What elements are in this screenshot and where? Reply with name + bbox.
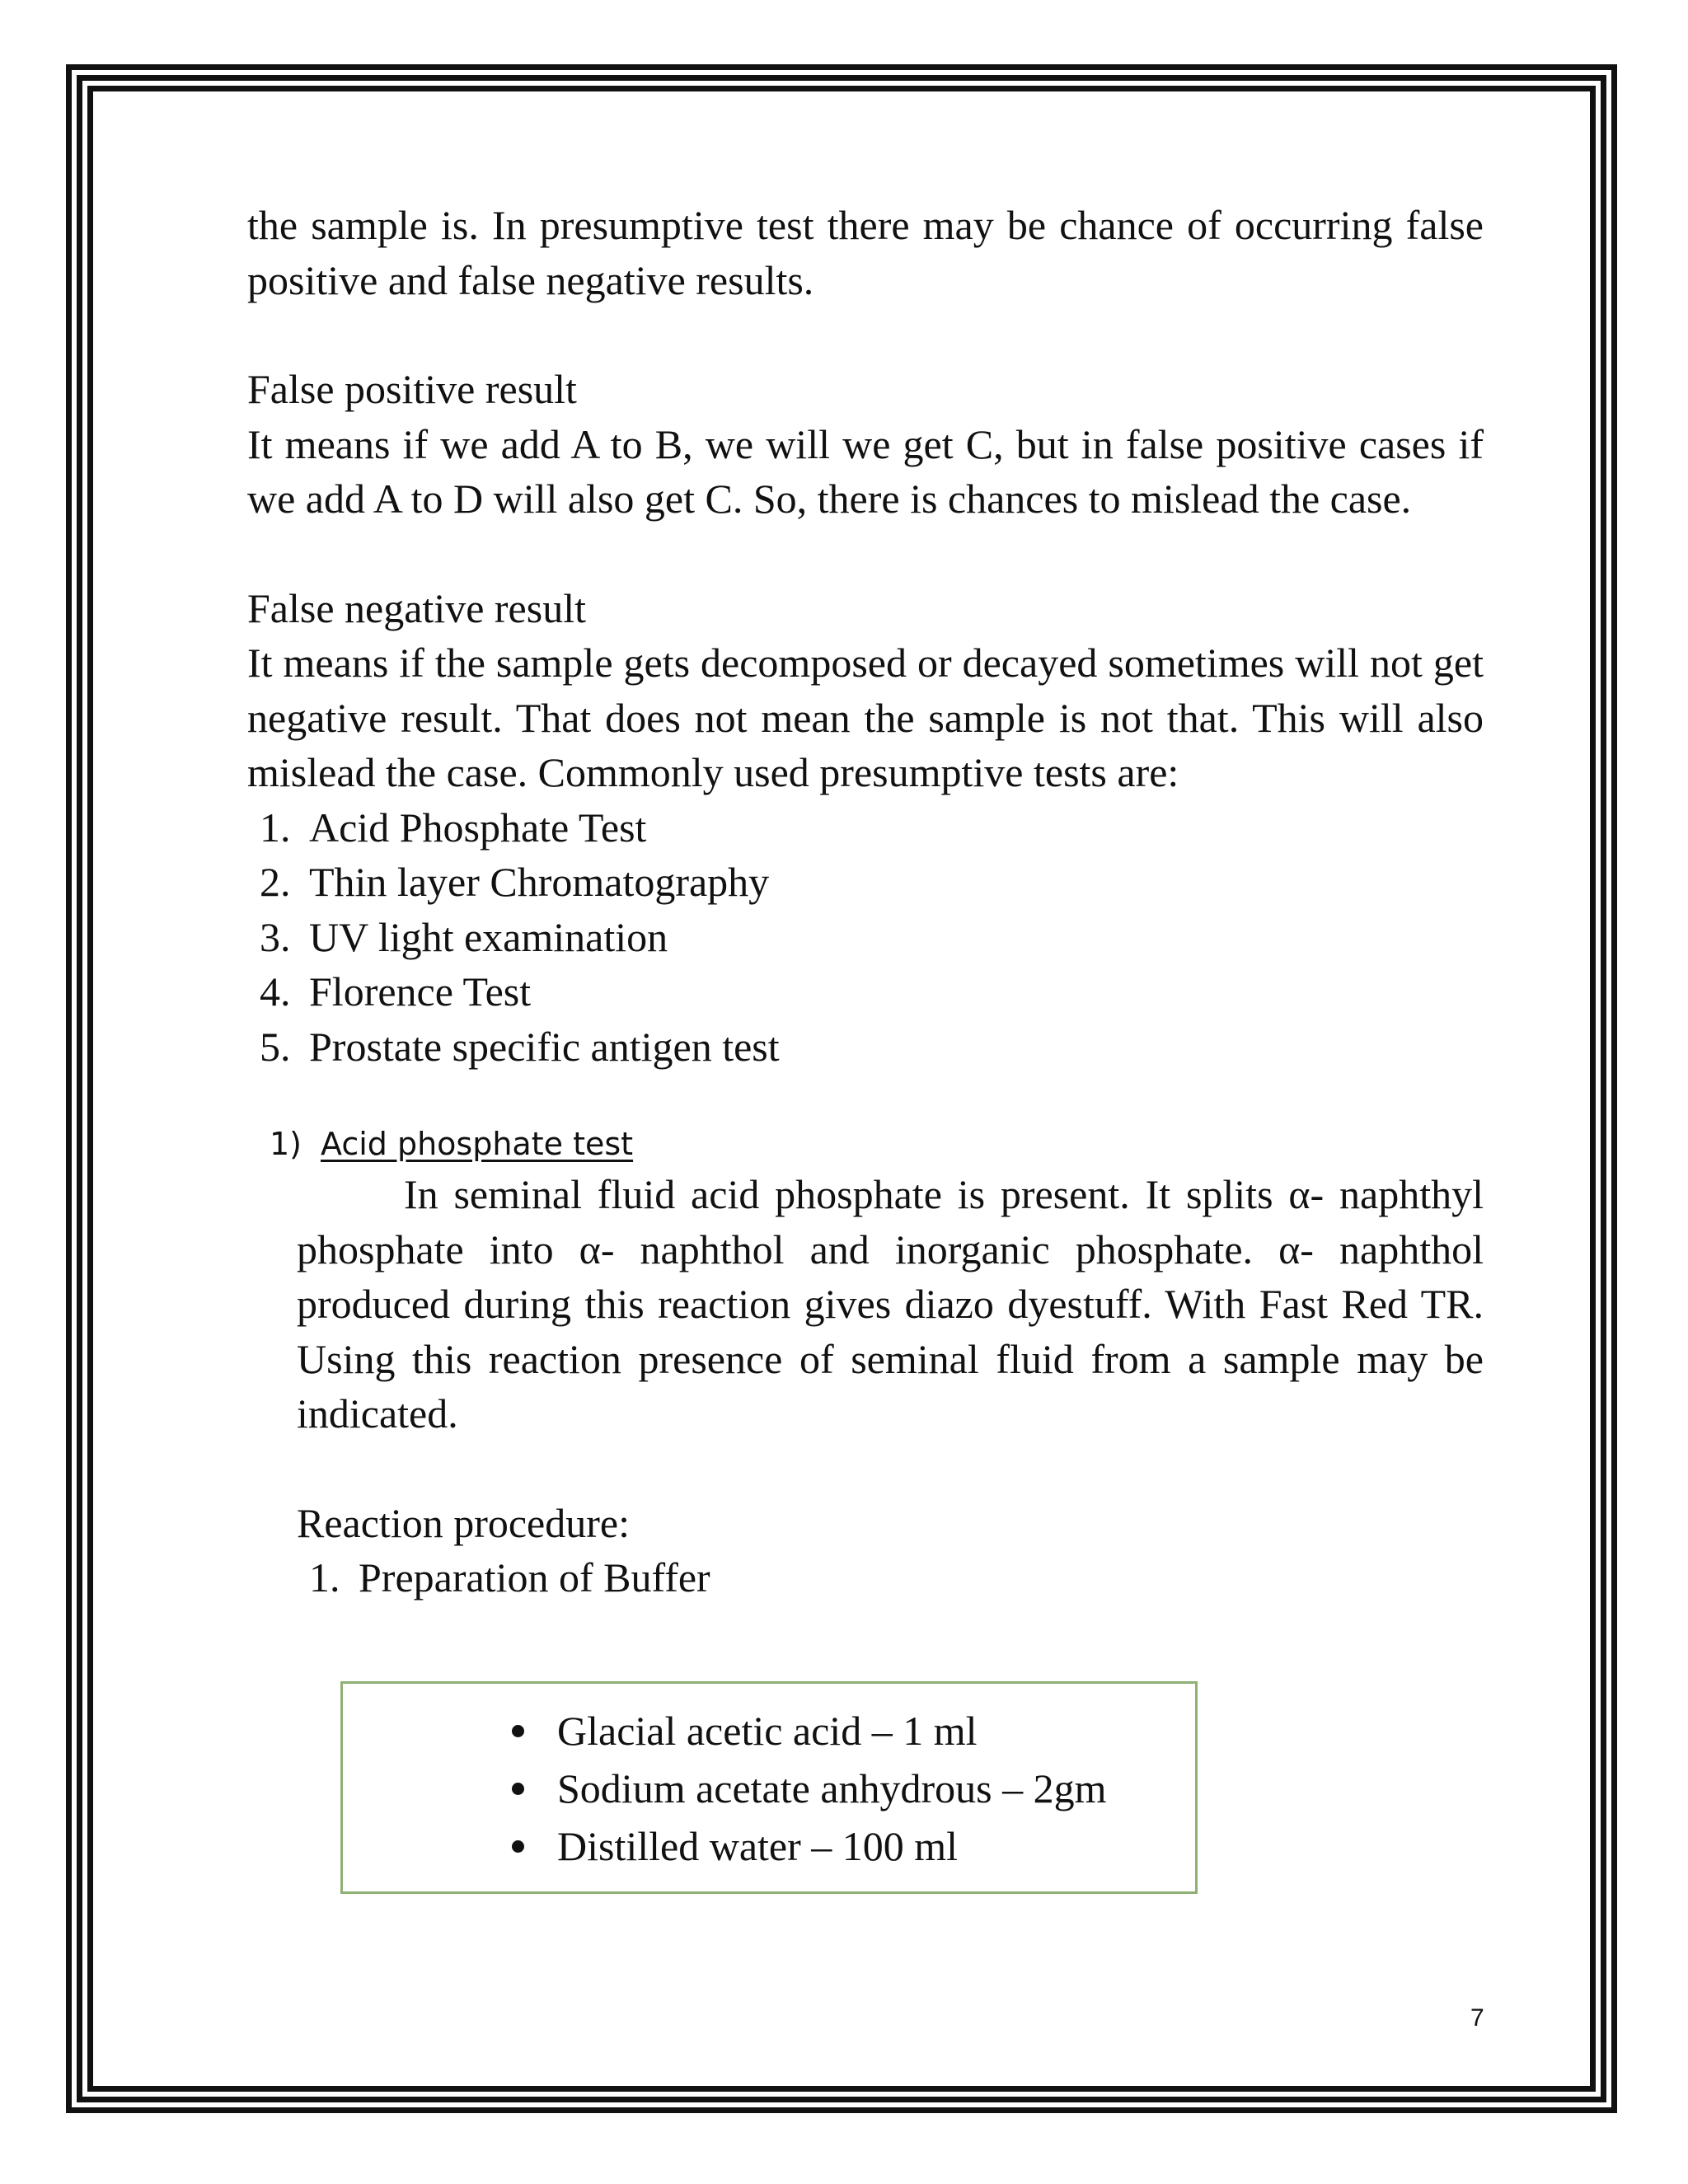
reaction-procedure-label: Reaction procedure: <box>297 1499 630 1546</box>
procedure-steps-list <box>297 1550 1484 1605</box>
bullet-icon <box>512 1725 524 1737</box>
page-number: 7 <box>1470 2004 1484 2032</box>
list-item <box>247 800 1484 855</box>
list-item <box>247 1019 1484 1075</box>
list-item <box>247 964 1484 1019</box>
list-item <box>297 1550 1484 1605</box>
list-label: UV light examination <box>309 913 668 960</box>
list-number: 3. <box>260 913 291 960</box>
list-item <box>512 1760 1107 1817</box>
buffer-ingredients-box <box>340 1681 1198 1894</box>
list-item <box>247 855 1484 910</box>
list-label: Florence Test <box>309 968 532 1015</box>
list-number: 1. <box>309 1554 340 1601</box>
false-positive-heading: False positive result <box>247 366 577 412</box>
presumptive-tests-list <box>247 800 1484 1075</box>
section-title: Acid phosphate test <box>321 1126 634 1162</box>
list-item <box>247 910 1484 965</box>
ingredient-label: Sodium acetate anhydrous – 2gm <box>557 1765 1107 1811</box>
buffer-ingredients-list <box>512 1702 1107 1875</box>
false-negative-paragraph: It means if the sample gets decomposed or decayed sometimes will not get negative result. That does not mean the sample is not that. This will also mislead the case. Commonly used presumptive tests are: <box>247 640 1484 795</box>
list-number: 2. <box>260 859 291 905</box>
list-label: Preparation of Buffer <box>359 1554 710 1601</box>
list-label: Thin layer Chromatography <box>309 859 770 905</box>
list-item <box>512 1702 1107 1760</box>
acid-phosphate-section <box>247 1121 1484 1605</box>
false-negative-heading: False negative result <box>247 584 586 631</box>
intro-paragraph: the sample is. In presumptive test there may be chance of occurring false positive and false negative results. <box>247 202 1484 303</box>
list-label: Prostate specific antigen test <box>309 1023 780 1070</box>
page-content <box>247 198 1484 1605</box>
bullet-icon <box>512 1783 524 1795</box>
ingredient-label: Glacial acetic acid – 1 ml <box>557 1708 978 1754</box>
acid-phosphate-heading <box>247 1121 1484 1167</box>
false-positive-paragraph: It means if we add A to B, we will we get C, but in false positive cases if we add A to D will also get C. So, there is chances to mislead the case. <box>247 420 1484 522</box>
ingredient-label: Distilled water – 100 ml <box>557 1823 959 1869</box>
list-number: 1. <box>260 804 291 851</box>
list-number: 5. <box>260 1023 291 1070</box>
acid-phosphate-paragraph: In seminal fluid acid phosphate is present. It splits α- naphthyl phosphate into α- naphthol and inorganic phosphate. α- naphthol produced during this reaction gives diazo dyestuff. With Fast Red TR. Using this reaction presence of seminal fluid from a sample may be indicated. <box>297 1171 1484 1436</box>
list-label: Acid Phosphate Test <box>309 804 647 851</box>
list-item <box>512 1817 1107 1875</box>
list-number: 4. <box>260 968 291 1015</box>
bullet-icon <box>512 1840 524 1853</box>
section-number: 1) <box>270 1126 302 1162</box>
